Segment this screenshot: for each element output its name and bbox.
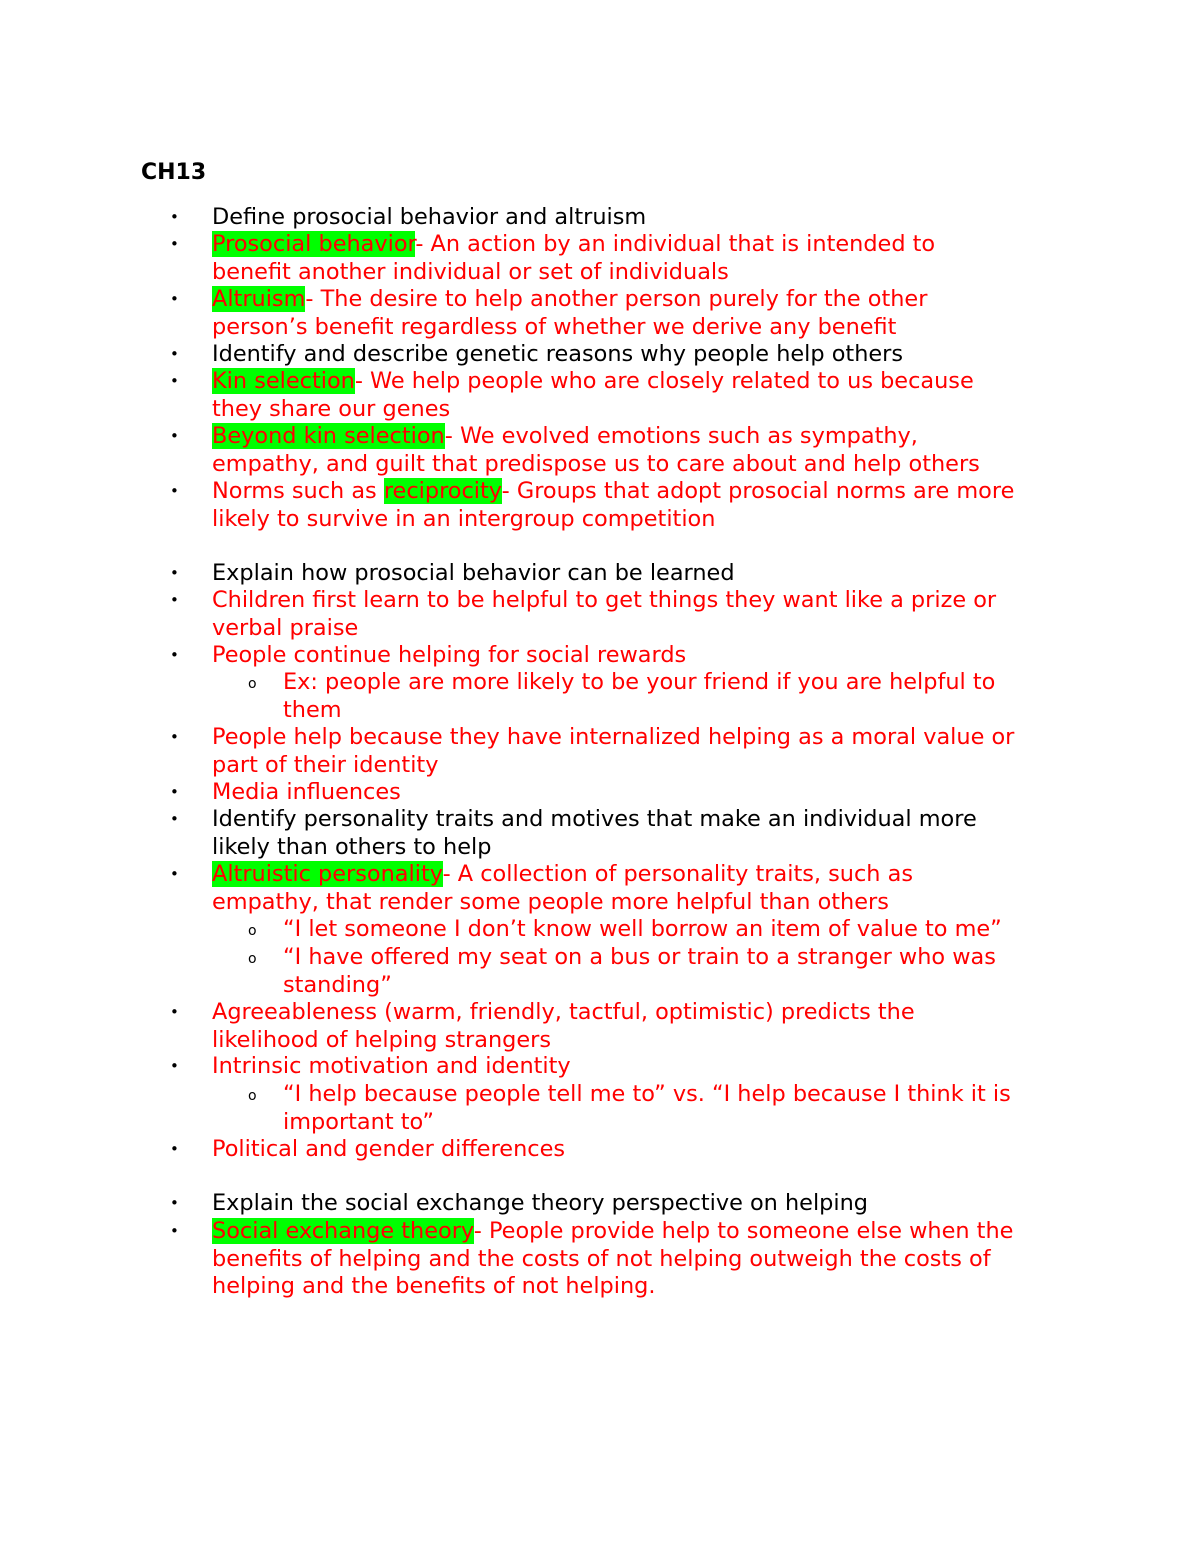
bullet-icon: • [170, 646, 179, 664]
definition-text: empathy, that render some people more helpful than others [212, 888, 889, 915]
definition-text: - An action by an individual that is intended to [415, 231, 936, 257]
item-text: them [283, 696, 342, 723]
bullet-icon: • [170, 372, 179, 390]
bullet-icon: • [170, 1003, 179, 1021]
bullet-icon: • [170, 865, 179, 883]
item-text: Children first learn to be helpful to get things they want like a prize or [212, 587, 997, 613]
item-text: verbal praise [212, 614, 359, 641]
bullet-icon: • [170, 482, 179, 500]
item-text: standing” [283, 971, 392, 998]
item-text: People continue helping for social rewards [212, 642, 687, 668]
highlighted-term: Kin selection [212, 368, 355, 394]
bullet-icon: • [170, 810, 179, 828]
bullet-icon: • [170, 427, 179, 445]
bullet-icon: • [170, 208, 179, 226]
highlighted-term: Social exchange theory [212, 1218, 474, 1244]
item-prefix: Norms such as [212, 478, 384, 504]
sub-bullet-icon: o [248, 676, 257, 692]
definition-text: likely to survive in an intergroup competition [212, 505, 716, 532]
definition-text: benefit another individual or set of individuals [212, 258, 729, 285]
definition-text: benefits of helping and the costs of not helping outweigh the costs of [212, 1245, 991, 1272]
item-text: Ex: people are more likely to be your friend if you are helpful to [283, 669, 996, 695]
item-text: likelihood of helping strangers [212, 1026, 552, 1053]
definition-text: - We evolved emotions such as sympathy, [444, 423, 918, 449]
item-text: Media influences [212, 779, 401, 805]
item-text: “I help because people tell me to” vs. “I help because I think it is [283, 1081, 1011, 1107]
sub-bullet-icon: o [248, 1088, 257, 1104]
definition-text: person’s benefit regardless of whether we derive any benefit [212, 313, 897, 340]
item-line [212, 1218, 1087, 1246]
item-text: Agreeableness (warm, friendly, tactful, optimistic) predicts the [212, 999, 915, 1025]
sub-bullet-icon: o [248, 951, 257, 967]
bullet-icon: • [170, 591, 179, 609]
bullet-icon: • [170, 235, 179, 253]
sub-bullet-icon: o [248, 923, 257, 939]
page-title: CH13 [141, 160, 207, 185]
bullet-icon: • [170, 564, 179, 582]
definition-text: - We help people who are closely related to us because [354, 368, 974, 394]
item-text: “I have offered my seat on a bus or train to a stranger who was [283, 944, 996, 970]
definition-text: they share our genes [212, 395, 451, 422]
bullet-icon: • [170, 1057, 179, 1075]
definition-text: - A collection of personality traits, such as [442, 861, 913, 887]
item-line [212, 423, 1087, 451]
highlighted-term: Prosocial behavior [212, 231, 416, 257]
item-line [212, 478, 1087, 506]
item-text: part of their identity [212, 751, 439, 778]
item-text: “I let someone I don’t know well borrow an item of value to me” [283, 916, 1002, 942]
bullet-icon: • [170, 728, 179, 746]
highlighted-term: Altruism [212, 286, 306, 312]
bullet-icon: • [170, 290, 179, 308]
item-text: Explain the social exchange theory perspective on helping [212, 1190, 869, 1216]
item-line [212, 286, 1087, 314]
definition-text: - People provide help to someone else when the [473, 1218, 1014, 1244]
item-text: Explain how prosocial behavior can be learned [212, 560, 735, 586]
item-text: Define prosocial behavior and altruism [212, 204, 647, 230]
highlighted-term: Altruistic personality [212, 861, 443, 887]
item-text: Identify and describe genetic reasons why people help others [212, 341, 904, 367]
bullet-icon: • [170, 345, 179, 363]
bullet-icon: • [170, 1194, 179, 1212]
item-text: Political and gender differences [212, 1136, 566, 1162]
item-line [212, 861, 1087, 889]
item-text: People help because they have internalized helping as a moral value or [212, 724, 1015, 750]
definition-text: empathy, and guilt that predispose us to care about and help others [212, 450, 980, 477]
item-line [212, 368, 1087, 396]
item-line [212, 231, 1087, 259]
item-text: likely than others to help [212, 833, 492, 860]
item-text: important to” [283, 1108, 435, 1135]
bullet-icon: • [170, 1222, 179, 1240]
item-text: Identify personality traits and motives that make an individual more [212, 806, 977, 832]
highlighted-term: Beyond kin selection [212, 423, 445, 449]
bullet-icon: • [170, 1140, 179, 1158]
definition-text: - Groups that adopt prosocial norms are more [501, 478, 1015, 504]
bullet-icon: • [170, 783, 179, 801]
item-text: Intrinsic motivation and identity [212, 1053, 571, 1079]
definition-text: - The desire to help another person purely for the other [305, 286, 928, 312]
highlighted-term: reciprocity [383, 478, 502, 504]
definition-text: helping and the benefits of not helping. [212, 1273, 656, 1299]
